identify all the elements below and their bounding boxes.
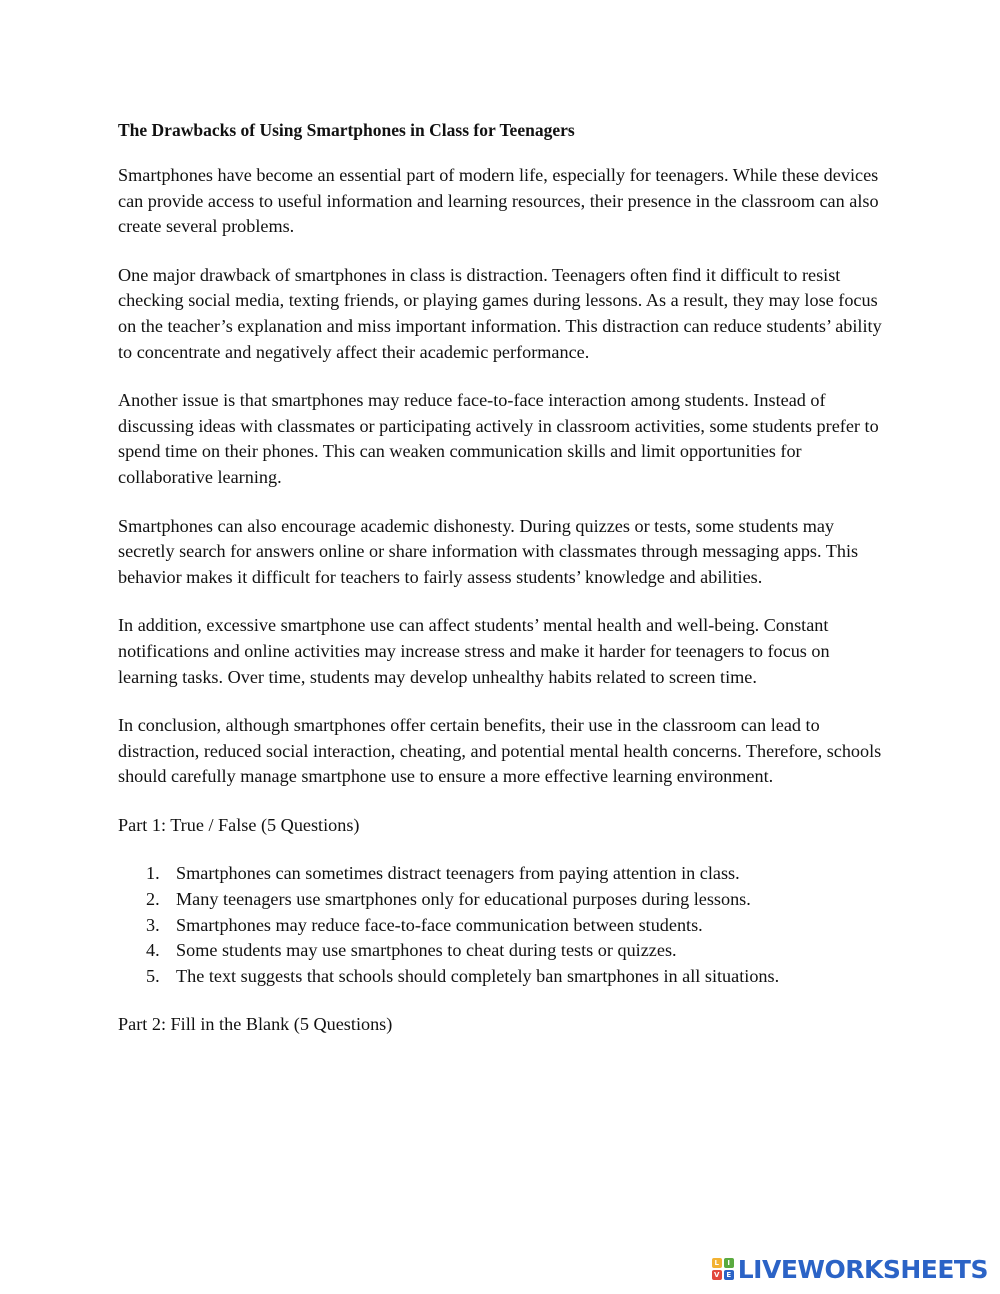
paragraph-dishonesty: Smartphones can also encourage academic dishonesty. During quizzes or tests, some students may secretly search for answers online or share information with classmates through messaging apps. This behavior makes it difficult for teachers to fairly assess students’ knowledge and abilities. <box>118 515 859 587</box>
paragraph-mental-health: In addition, excessive smartphone use can affect students’ mental health and well-being. Constant notifications and online activities may increase stress and make it harder for teenagers to focus on learning tasks. Over time, students may develop unhealthy habits related to screen time. <box>118 615 830 687</box>
question-text: Smartphones can sometimes distract teenagers from paying attention in class. <box>176 863 740 884</box>
logo-mark-cell: I <box>724 1258 734 1268</box>
logo-mark-cell: L <box>712 1258 722 1268</box>
paragraph-conclusion: In conclusion, although smartphones offer certain benefits, their use in the classroom can lead to distraction, reduced social interaction, cheating, and potential mental health concerns. Therefore, schools should carefully manage smartphone use to ensure a more effective learning environment. <box>118 715 882 787</box>
question-text: The text suggests that schools should completely ban smartphones in all situations. <box>176 965 780 986</box>
logo-wordmark: LIVEWORKSHEETS <box>737 1254 988 1284</box>
question-number: 3. <box>146 914 160 935</box>
document-title: The Drawbacks of Using Smartphones in Class for Teenagers <box>118 120 575 140</box>
liveworksheets-logo <box>712 1256 988 1282</box>
paragraph-distraction: One major drawback of smartphones in class is distraction. Teenagers often find it difficult to resist checking social media, texting friends, or playing games during lessons. As a result, they may lose focus on the teacher’s explanation and miss important information. This distraction can reduce students’ ability to concentrate and negatively affect their academic performance. <box>118 264 882 362</box>
document-page <box>118 118 888 1061</box>
question-item <box>118 938 888 964</box>
question-text: Many teenagers use smartphones only for educational purposes during lessons. <box>176 889 751 910</box>
question-text: Some students may use smartphones to cheat during tests or quizzes. <box>176 940 677 961</box>
question-item <box>118 964 888 990</box>
question-number: 4. <box>146 940 160 961</box>
paragraph-intro: Smartphones have become an essential part of modern life, especially for teenagers. While these devices can provide access to useful information and learning resources, their presence in the classroom can also create several problems. <box>118 165 879 237</box>
question-number: 2. <box>146 889 160 910</box>
logo-mark-cell: E <box>724 1270 734 1280</box>
question-number: 5. <box>146 965 160 986</box>
part2-heading: Part 2: Fill in the Blank (5 Questions) <box>118 1014 393 1035</box>
part1-heading: Part 1: True / False (5 Questions) <box>118 814 360 835</box>
logo-mark-cell: V <box>712 1270 722 1280</box>
question-item <box>118 861 888 887</box>
question-item <box>118 913 888 939</box>
liveworksheets-logo-icon <box>712 1258 734 1280</box>
question-number: 1. <box>146 863 160 884</box>
paragraph-interaction: Another issue is that smartphones may reduce face-to-face interaction among students. Instead of discussing ideas with classmates or participating actively in classroom activities, some students prefer to spend time on their phones. This can weaken communication skills and limit opportunities for collaborative learning. <box>118 390 879 487</box>
true-false-question-list <box>118 861 888 989</box>
question-text: Smartphones may reduce face-to-face communication between students. <box>176 914 703 935</box>
question-item <box>118 887 888 913</box>
